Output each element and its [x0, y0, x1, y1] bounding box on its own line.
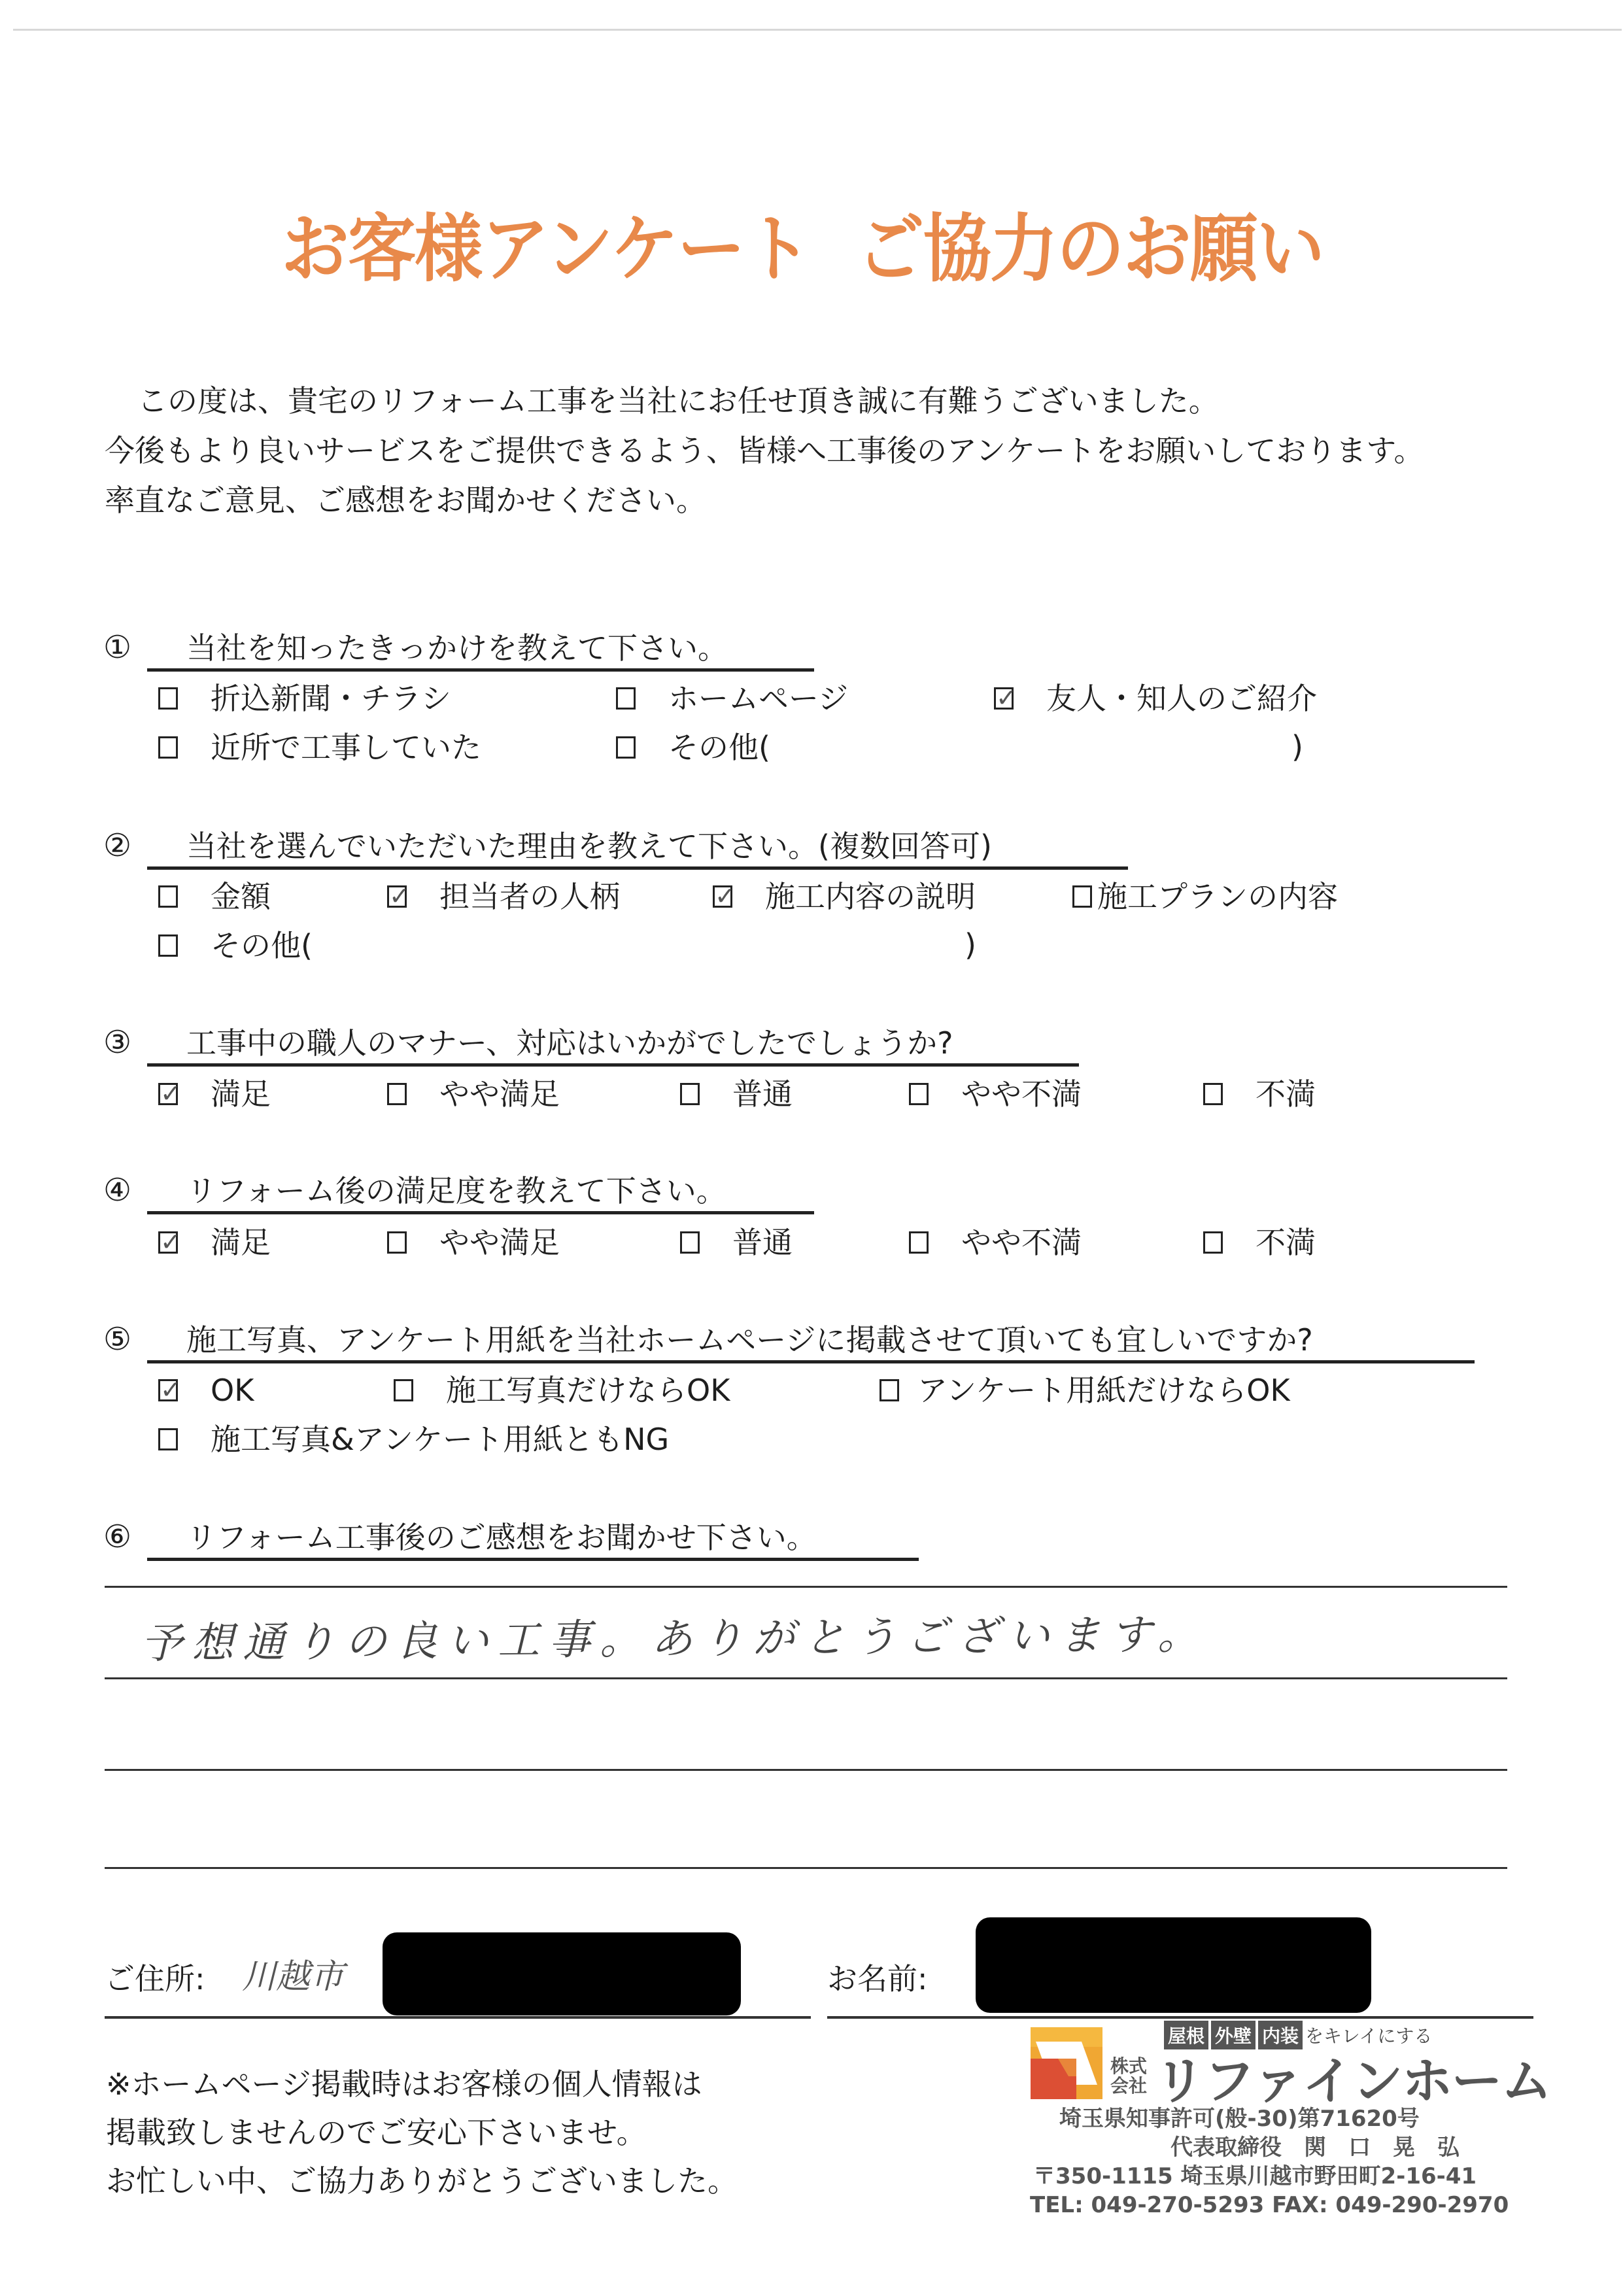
question-number-5: ⑤ [103, 1321, 132, 1358]
checkbox[interactable] [909, 1083, 929, 1105]
company-contact: TEL: 049-270-5293 FAX: 049-290-2970 [1030, 2192, 1509, 2218]
q1-option-nearby[interactable]: 近所で工事していた [158, 729, 481, 766]
q2-option-other[interactable]: その他( [158, 927, 313, 964]
intro-line: 率直なご意見、ご感想をお聞かせください。 [105, 483, 706, 518]
page-title [281, 190, 1324, 296]
q2-other-close-paren: ) [965, 927, 976, 963]
answer-line [105, 1867, 1507, 1869]
note-line: お忙しい中、ご協力ありがとうございました。 [106, 2163, 738, 2199]
q5-option-photos-only[interactable]: 施工写真だけならOK [394, 1372, 730, 1409]
intro-line: この度は、貴宅のリフォーム工事を当社にお任せ頂き誠に有難うございました。 [137, 383, 1219, 419]
handwritten-answer[interactable]: 予想通りの良い工事。ありがとうございます。 [140, 1610, 1209, 1669]
q3-option-somewhat-dissatisfied[interactable]: やや不満 [909, 1076, 1082, 1112]
checkbox-checked[interactable] [158, 1227, 181, 1256]
company-tagline: 屋根 外壁 内装 をキレイにする [1164, 2021, 1432, 2049]
checkbox-checked[interactable] [158, 1375, 181, 1404]
tag-interior: 内装 [1258, 2021, 1303, 2049]
name-line [827, 2016, 1533, 2019]
intro-line: 今後もより良いサービスをご提供できるよう、皆様へ工事後のアンケートをお願いしております。 [105, 433, 1424, 468]
checkbox-checked[interactable] [994, 683, 1017, 712]
question-3-heading: 工事中の職人のマナー、対応はいかがでしたでしょうか? [147, 1024, 1079, 1067]
company-logo-icon [1031, 2027, 1102, 2099]
question-number-6: ⑥ [103, 1518, 132, 1555]
question-number-2: ② [103, 827, 132, 864]
question-1-heading: 当社を知ったきっかけを教えて下さい。 [147, 629, 814, 672]
question-number-4: ④ [103, 1172, 132, 1208]
checkbox[interactable] [1072, 885, 1092, 908]
checkbox[interactable] [158, 687, 178, 710]
checkbox-checked[interactable] [713, 882, 736, 910]
address-line [105, 2016, 811, 2019]
q4-option-somewhat-dissatisfied[interactable]: やや不満 [909, 1224, 1082, 1261]
q4-option-somewhat-satisfied[interactable]: やや満足 [387, 1224, 560, 1261]
q2-option-plan[interactable]: 施工プランの内容 [1072, 878, 1338, 915]
checkbox[interactable] [616, 687, 636, 710]
answer-line [105, 1677, 1507, 1679]
scan-top-edge [13, 29, 1622, 31]
answer-line [105, 1586, 1507, 1588]
note-line: ※ホームページ掲載時はお客様の個人情報は [106, 2066, 702, 2102]
q3-option-satisfied[interactable]: ✓ 満足 [158, 1076, 271, 1112]
address-label: ご住所: [105, 1961, 205, 1996]
checkbox[interactable] [1203, 1231, 1223, 1254]
answer-line [105, 1769, 1507, 1771]
checkbox[interactable] [680, 1083, 700, 1105]
privacy-note [106, 2060, 738, 2205]
q1-option-referral[interactable]: ✓ 友人・知人のご紹介 [994, 680, 1317, 717]
q4-option-satisfied[interactable]: ✓ 満足 [158, 1224, 271, 1261]
tag-exterior-wall: 外壁 [1211, 2021, 1256, 2049]
q1-other-close-paren: ) [1291, 729, 1303, 764]
q1-option-flyer[interactable]: 折込新聞・チラシ [158, 680, 451, 717]
question-6-heading: リフォーム工事後のご感想をお聞かせ下さい。 [147, 1518, 919, 1561]
checkbox[interactable] [880, 1379, 899, 1401]
check-icon: ✓ [160, 1375, 181, 1404]
q1-option-other[interactable]: その他( [616, 729, 770, 766]
check-icon: ✓ [996, 683, 1017, 712]
q1-option-homepage[interactable]: ホームページ [616, 680, 848, 717]
checkbox-checked[interactable] [387, 882, 410, 910]
question-2-heading: 当社を選んでいただいた理由を教えて下さい。(複数回答可) [147, 827, 1128, 870]
check-icon: ✓ [389, 882, 410, 910]
q4-option-dissatisfied[interactable]: 不満 [1203, 1224, 1316, 1261]
address-redaction [383, 1932, 741, 2015]
company-name: リファインホーム [1154, 2052, 1551, 2111]
q2-option-explanation[interactable]: ✓ 施工内容の説明 [713, 878, 976, 915]
question-number-1: ① [103, 629, 132, 666]
q5-option-survey-only[interactable]: アンケート用紙だけならOK [880, 1372, 1290, 1409]
checkbox-checked[interactable] [158, 1079, 181, 1108]
check-icon: ✓ [160, 1227, 181, 1256]
q3-option-neutral[interactable]: 普通 [680, 1076, 793, 1112]
address-handwritten[interactable]: 川越市 [242, 1957, 345, 1996]
q5-option-ng[interactable]: 施工写真&アンケート用紙ともNG [158, 1421, 669, 1458]
intro-paragraph [105, 376, 1424, 525]
title-part-survey: お客様アンケート [281, 205, 811, 292]
q4-option-neutral[interactable]: 普通 [680, 1224, 793, 1261]
checkbox[interactable] [158, 1428, 178, 1450]
company-representative: 代表取締役 関 口 晃 弘 [1170, 2134, 1460, 2161]
checkbox[interactable] [387, 1231, 407, 1254]
q3-option-somewhat-satisfied[interactable]: やや満足 [387, 1076, 560, 1112]
q3-option-dissatisfied[interactable]: 不満 [1203, 1076, 1316, 1112]
tag-roof: 屋根 [1164, 2021, 1208, 2049]
checkbox[interactable] [1203, 1083, 1223, 1105]
checkbox[interactable] [387, 1083, 407, 1105]
question-number-3: ③ [103, 1024, 132, 1061]
company-address: 〒350-1115 埼玉県川越市野田町2-16-41 [1033, 2163, 1477, 2189]
company-license: 埼玉県知事許可(般-30)第71620号 [1059, 2106, 1420, 2132]
checkbox[interactable] [158, 736, 178, 759]
checkbox[interactable] [616, 736, 636, 759]
check-icon: ✓ [715, 882, 736, 910]
check-icon: ✓ [160, 1079, 181, 1108]
q2-option-price[interactable]: 金額 [158, 878, 271, 915]
checkbox[interactable] [909, 1231, 929, 1254]
title-part-request: ご協力のお願い [856, 205, 1324, 292]
checkbox[interactable] [158, 934, 178, 957]
q5-option-ok[interactable]: ✓ OK [158, 1372, 254, 1409]
name-label: お名前: [827, 1961, 928, 1996]
checkbox[interactable] [158, 885, 178, 908]
q2-option-staff[interactable]: ✓ 担当者の人柄 [387, 878, 620, 915]
note-line: 掲載致しませんのでご安心下さいませ。 [106, 2115, 647, 2150]
checkbox[interactable] [680, 1231, 700, 1254]
checkbox[interactable] [394, 1379, 413, 1401]
question-5-heading: 施工写真、アンケート用紙を当社ホームページに掲載させて頂いても宜しいですか? [147, 1321, 1475, 1363]
name-redaction [976, 1917, 1371, 2013]
question-4-heading: リフォーム後の満足度を教えて下さい。 [147, 1172, 814, 1214]
company-type: 株式 会社 [1110, 2055, 1148, 2097]
